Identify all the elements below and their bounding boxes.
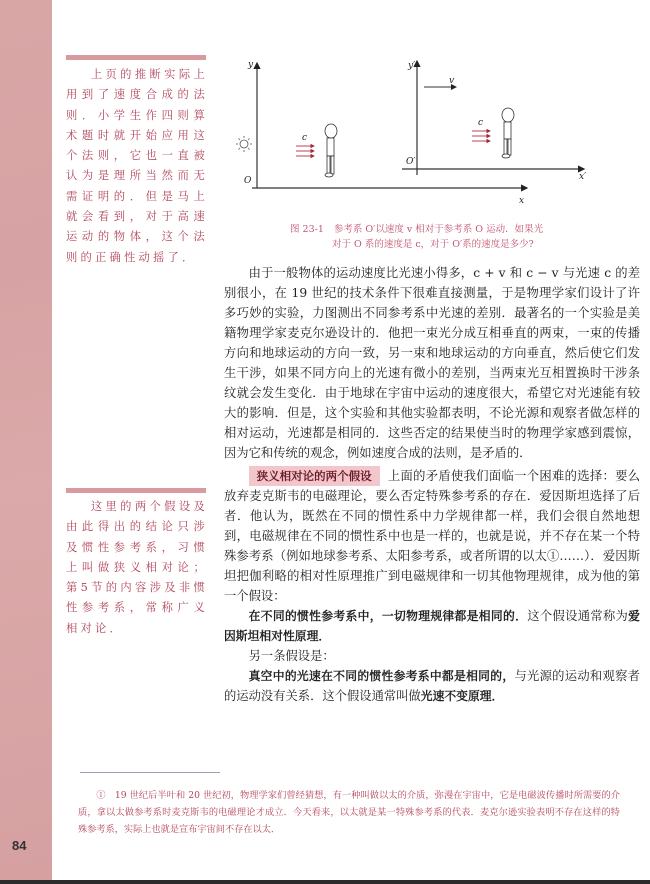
paragraph-second-postulate: 另一条假设是： [248,649,335,663]
velocity-label: v [449,76,455,86]
y-prime-axis-label: y′ [408,61,416,71]
paragraph-postulates-intro [224,466,640,606]
postulate-1-name: 爱因斯坦相对性原理． [224,609,640,643]
svg-text:c: c [302,133,308,143]
margin-note-1: 上页的推断实际上用到了速度合成的法则．小学生作四则算术题时就开始应用这个法则，它也一直被认为是理所当然而无需证明的．但是马上就会看到，对于高速运动的物体，这个法则的正确性动摇了． [66,68,208,264]
sun-icon [236,136,252,152]
figure-23-1 [222,45,602,205]
caption-line-2: 对于 O 系的速度是 c，对于 O′系的速度是多少? [332,239,534,250]
figure-number: 图 23-1 [290,224,324,235]
origin-O-prime-label: O′ [406,157,416,167]
postulate-2-note: 与光源的运动和观察者的运动没有关系．这个假设通常叫做 [224,669,640,703]
svg-text:c: c [478,118,484,128]
reference-frames-diagram [222,45,602,205]
margin-note-2: 这里的两个假设及由此得出的结论只涉及惯性参考系，习惯上叫做狭义相对论；第5节的内容涉及非惯性参考系，常称广义相对论． [66,500,208,635]
postulate-1 [224,606,640,646]
x-axis-label: x [519,196,525,205]
postulate-2 [224,666,640,706]
x-prime-axis-label: x′ [579,172,587,182]
paragraph-michelson: 由于一般物体的运动速度比光速小得多，c + v 和 c − v 与光速 c 的差别很小，在 19 世纪的技术条件下很难直接测量，于是物理学家们设计了许多巧妙的实验，力图测出不同参考系中光速的差别．最著名的一个实验是美籍物理学家麦克尔逊设计的．他把一束光分成互相垂直的两束，一束的传播方向和地球运动的方向一致，另一束和地球运动的方向垂直，然后使它们发生干涉，如果不同方向上的光速有微小的差别，当两束光互相置换时干涉条纹就会发生变化．由于地球在宇宙中运动的速度很大，希望它对光速能有较大的影响．但是，这个实验和其他实验都表明，不论光源和观察者做怎样的相对运动，光速都是相同的．这些否定的结果使当时的物理学家感到震惊，因为它和传统的观念，例如速度合成的法则，是矛盾的． [224,266,640,460]
paragraph-einstein-choice: 上面的矛盾使我们面临一个困难的选择：要么放弃麦克斯韦的电磁理论，要么否定特殊参考系的存在．爱因斯坦选择了后者．他认为，既然在不同的惯性系中力学规律都一样，我们会很自然地想到，电磁规律在不同的惯性系中也是一样的，也就是说，并不存在某一个特殊参考系（例如地球参考系、太阳参考系，或者所谓的以太①……）．爱因斯坦把伽利略的相对性原理推广到电磁规律和一切其他物理规律，成为他的第一个假设： [224,469,640,603]
page-edge-strip [0,0,52,884]
footnote-ether: ① 19 世纪后半叶和 20 世纪初，物理学家们曾经猜想，有一种叫做以太的介质，弥漫在宇宙中，它是电磁波传播时所需要的介质，拿以太做参考系时麦克斯韦的电磁理论才成立．今天看来，以太就是某一特殊参考系的代表．麦克尔逊实验表明不存在这样的特殊参考系，实际上也就是宣布宇宙间不存在以太． [78,790,620,835]
observer-figure [325,124,337,177]
y-axis-label: y [248,60,254,70]
margin-note-bar [66,488,206,493]
postulate-1-note: 这个假设通常称为 [527,609,629,623]
postulate-2-statement: 真空中的光速在不同的惯性参考系中都是相同的， [248,669,515,683]
page-bottom-border [0,880,650,884]
margin-note-bar [66,55,206,60]
caption-line-1: 参考系 O′以速度 v 相对于参考系 O 运动．如果光 [333,224,544,235]
footnote-divider [80,772,220,773]
postulate-1-statement: 在不同的惯性参考系中，一切物理规律都是相同的． [248,609,528,623]
page-number: 84 [12,838,27,853]
section-heading: 狭义相对论的两个假设 [249,466,380,486]
body-text [224,263,640,706]
observer-figure [502,108,514,158]
origin-O-label: O [244,176,252,186]
postulate-2-name: 光速不变原理． [420,689,504,703]
figure-caption [290,222,590,252]
